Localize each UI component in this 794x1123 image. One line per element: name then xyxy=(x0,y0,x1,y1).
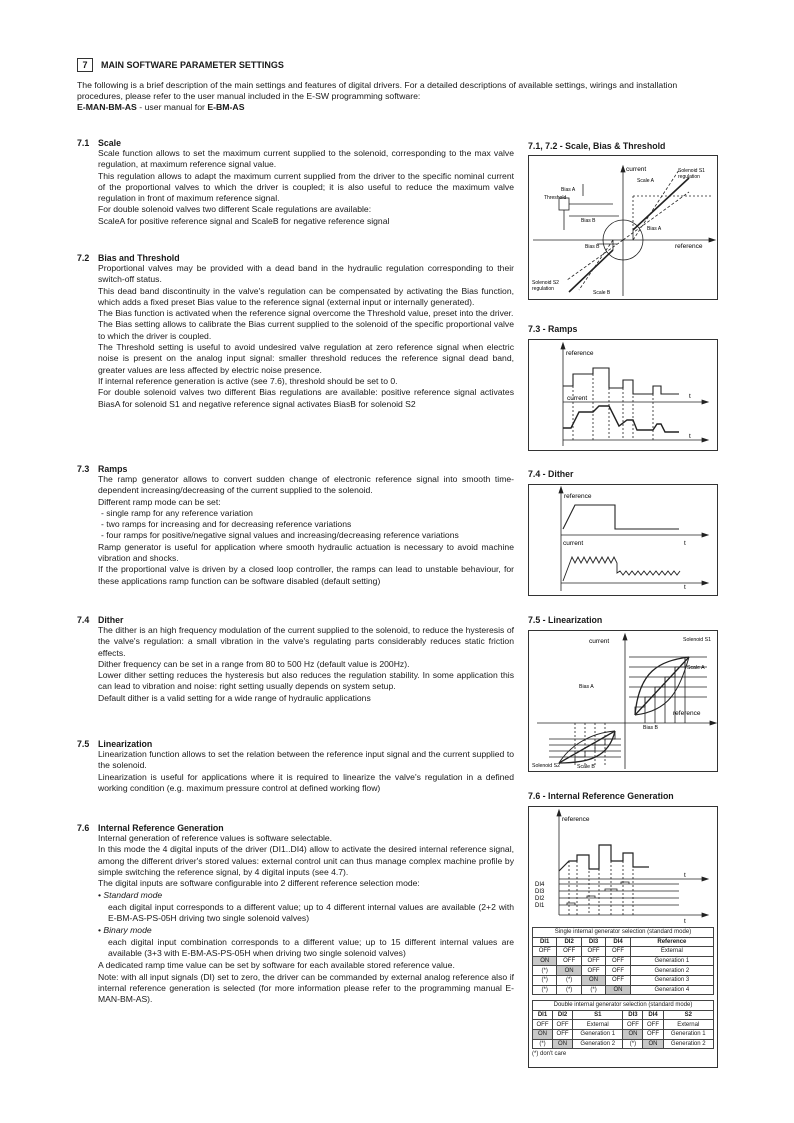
table-single xyxy=(532,927,714,995)
fig2-t2: t xyxy=(689,433,691,440)
fig-linearization-svg xyxy=(529,631,717,771)
fig3-current: current xyxy=(563,540,584,547)
fig3-reference: reference xyxy=(564,493,592,500)
table-row xyxy=(533,1020,714,1030)
dither-wave xyxy=(563,557,680,581)
table-cell: Generation 2 xyxy=(630,966,713,976)
fig1-s2: Solenoid S2 xyxy=(532,280,559,286)
manual-product: E-BM-AS xyxy=(207,102,245,113)
table-cell: OFF xyxy=(606,975,630,985)
fig1-reg2: regulation xyxy=(532,286,554,292)
fig-scale-bias xyxy=(528,155,718,300)
section-number-box xyxy=(77,58,93,72)
section-7-5-title: Linearization xyxy=(98,739,153,749)
section-7-1-title: Scale xyxy=(98,138,121,148)
table-single-caption: Single internal generator selection (standard mode) xyxy=(533,928,714,938)
table-cell: (*) xyxy=(557,975,581,985)
fig4-reference: reference xyxy=(673,710,701,717)
table-cell: Generation 2 xyxy=(573,1039,623,1049)
s76-line: The digital inputs are software configurable into 2 different reference selection mode: xyxy=(98,878,420,889)
s73-line: Ramp generator is useful for application where smooth hydraulic actuation is necessary to avoid machine vibration and shocks. xyxy=(98,541,514,564)
s71-line: This regulation allows to adapt the maximum current supplied from the driver to the specific nominal current of the proportional valves to which the driver is coupled; it is also useful to reduce the maximum valve regulation in front of maximum reference signal. xyxy=(98,170,514,204)
section-7-4 xyxy=(98,615,514,704)
table-note: (*) don't care xyxy=(532,1051,567,1058)
table-cell: (*) xyxy=(581,985,605,995)
section-7-6 xyxy=(98,823,514,1005)
fig1-current: current xyxy=(626,166,647,173)
fig-irg xyxy=(528,806,718,1068)
table-cell: (*) xyxy=(533,966,557,976)
table-cell: OFF xyxy=(643,1029,663,1039)
s72-line: This dead band discontinuity in the valve's regulation can be compensated by activating the Bias function, which adds a fixed preset Bias value to the reference signal (external input or internally generated). xyxy=(98,285,514,307)
section-7-6-num: 7.6 xyxy=(77,823,90,833)
table-cell: OFF xyxy=(606,947,630,957)
table-row xyxy=(533,975,714,985)
s73-line: Different ramp mode can be set: xyxy=(98,496,221,507)
section-7-3-title: Ramps xyxy=(98,464,128,474)
table-cell: OFF xyxy=(557,947,581,957)
s71-line: Scale function allows to set the maximum current supplied to the solenoid, corresponding to the max valve regulation, at maximum reference signal value. xyxy=(98,148,514,170)
fig1-bias-a-label-2: Bias A xyxy=(647,226,662,232)
s75-line: Linearization function allows to set the relation between the reference input signal and the current supplied to the solenoid. xyxy=(98,749,514,771)
fig5-reference: reference xyxy=(562,816,590,823)
mode-standard-title: • Standard mode xyxy=(98,890,163,901)
table-header-cell: S2 xyxy=(663,1010,713,1020)
table-cell: Generation 1 xyxy=(630,956,713,966)
table-cell: OFF xyxy=(606,956,630,966)
s73-line: - two ramps for increasing and for decreasing reference variations xyxy=(101,519,352,530)
fig1-bias-a-label: Bias A xyxy=(561,187,576,193)
fig4-bias-b: Bias B xyxy=(643,725,658,731)
table-row xyxy=(533,985,714,995)
table-cell: ON xyxy=(581,975,605,985)
page-title: MAIN SOFTWARE PARAMETER SETTINGS xyxy=(101,60,284,70)
s72-line: For double solenoid valves two different Bias regulations are available: positive reference signal activates BiasA for solenoid S1 and negative reference signal activates BiasB for solenoid S2 xyxy=(98,387,514,409)
s72-line: The Threshold setting is useful to avoid undesired valve regulation at zero reference signal when electric noise is present on the analog input signal: smaller threshold reduces the reference signal dead band, greater values are less affected by electric noise presence. xyxy=(98,342,514,375)
fig-scale-bias-svg xyxy=(529,156,717,299)
manual-mid: - user manual for xyxy=(136,102,208,113)
table-cell: (*) xyxy=(557,985,581,995)
table-cell: OFF xyxy=(553,1029,573,1039)
s72-line: If internal reference generation is active (see 7.6), threshold should be set to 0. xyxy=(98,375,398,386)
table-cell: Generation 2 xyxy=(663,1039,713,1049)
table-header xyxy=(533,937,714,947)
intro-text: The following is a brief description of the main settings and features of digital drivers. For a detailed descriptions of available settings, wirings and installation procedures, please refer to the user manual included in the E-SW programming software: xyxy=(77,80,678,102)
mode-binary-title: • Binary mode xyxy=(98,925,152,936)
fig2-t1: t xyxy=(689,393,691,400)
table-cell: (*) xyxy=(533,985,557,995)
section-7-1-num: 7.1 xyxy=(77,138,90,148)
s73-line: - four ramps for positive/negative signal values and increasing/decreasing reference variations xyxy=(101,530,459,541)
mode-standard-text: each digital input corresponds to a different value; up to 4 different internal values are available (2+2 with E-BM-AS-PS-05H driving two single solenoid valves) xyxy=(108,901,514,924)
table-single-wrap xyxy=(532,927,714,1057)
s72-line: The Bias function is activated when the reference signal overcome the Threshold value, preset into the driver. xyxy=(98,308,514,319)
section-7-4-title: Dither xyxy=(98,615,124,625)
fig-dither xyxy=(528,484,718,596)
section-7-3 xyxy=(98,464,514,587)
table-cell: (*) xyxy=(533,975,557,985)
s76-line: Internal generation of reference values is software selectable. xyxy=(98,833,333,843)
s73-line: - single ramp for any reference variation xyxy=(101,507,253,518)
table-cell: OFF xyxy=(581,947,605,957)
table-cell: OFF xyxy=(533,947,557,957)
section-7-2-title: Bias and Threshold xyxy=(98,253,180,263)
fig1-threshold: Threshold xyxy=(544,195,567,201)
section-7-5 xyxy=(98,739,514,794)
table-cell: OFF xyxy=(533,1020,553,1030)
mode-list xyxy=(98,890,514,959)
table-cell: External xyxy=(573,1020,623,1030)
s71-line: ScaleA for positive reference signal and ScaleB for negative reference signal xyxy=(98,215,390,226)
table-cell: ON xyxy=(553,1039,573,1049)
section-7-3-num: 7.3 xyxy=(77,464,90,474)
table-cell: (*) xyxy=(623,1039,643,1049)
s75-line: Linearization is useful for applications where it is required to linearize the valve's regulation in a defined working condition (e.g. maximum pressure control at defined working flow) xyxy=(98,771,514,793)
fig-linearization-title: 7.5 - Linearization xyxy=(528,615,603,625)
fig5-t2: t xyxy=(684,918,686,925)
s73-line: If the proportional valve is driven by a closed loop controller, the ramps can lead to unstable behaviour, for these applications ramp function can be software disabled (default setting) xyxy=(98,564,514,586)
table-row xyxy=(533,1039,714,1049)
table-header-cell: DI3 xyxy=(581,937,605,947)
fig5-di3: DI3 xyxy=(535,889,545,895)
table-header-cell: S1 xyxy=(573,1010,623,1020)
table-cell: ON xyxy=(606,985,630,995)
table-header-cell: DI4 xyxy=(606,937,630,947)
section-number: 7 xyxy=(82,60,88,70)
s76-line: Note: with all input signals (DI) set to zero, the driver can be commanded by external analog reference also if internal reference generation is selected (for more information please refer to the programming manual E-MAN-BM-AS). xyxy=(98,971,514,1005)
section-7-1 xyxy=(98,138,514,227)
s76-line: A dedicated ramp time value can be set by software for each available stored reference value. xyxy=(98,960,455,971)
table-header-cell: Reference xyxy=(630,937,713,947)
fig2-reference: reference xyxy=(566,350,594,357)
fig1-reg1: regulation xyxy=(678,174,700,180)
fig4-scale-a: Scale A xyxy=(687,665,705,671)
table-cell: ON xyxy=(643,1039,663,1049)
s74-line: Lower dither setting reduces the hysteresis but also reduces the regulation stability. In some application this can lead to vibration and noise: right setting usually depends on system setup. xyxy=(98,670,514,692)
fig-linearization xyxy=(528,630,718,772)
mode-binary-label: Binary mode xyxy=(103,925,152,936)
s71-line: For double solenoid valves two different Scale regulations are available: xyxy=(98,204,372,215)
fig-dither-title: 7.4 - Dither xyxy=(528,469,574,479)
intro-manual xyxy=(77,102,719,113)
fig-dither-svg xyxy=(529,485,717,595)
fig3-t2: t xyxy=(684,584,686,591)
fig4-current: current xyxy=(589,638,610,645)
fig4-scale-b: Scale B xyxy=(577,764,595,770)
mode-standard-label: Standard mode xyxy=(103,890,163,901)
table-cell: ON xyxy=(557,966,581,976)
table-row xyxy=(533,956,714,966)
table-cell: OFF xyxy=(581,956,605,966)
section-7-6-title: Internal Reference Generation xyxy=(98,823,224,833)
manual-code: E-MAN-BM-AS xyxy=(77,102,137,113)
fig4-bias-a: Bias A xyxy=(579,684,594,690)
table-cell: ON xyxy=(533,956,557,966)
table-header-cell: DI1 xyxy=(533,937,557,947)
table-double-caption: Double internal generator selection (standard mode) xyxy=(533,1001,714,1011)
table-header-cell: DI1 xyxy=(533,1010,553,1020)
s74-line: The dither is an high frequency modulation of the current supplied to the solenoid, to reduce the hysteresis of the valve's regulation: a small vibration in the valve's regulating parts considerably reduces static friction effects. xyxy=(98,625,514,658)
table-header-cell: DI4 xyxy=(643,1010,663,1020)
table-cell: External xyxy=(630,947,713,957)
table-row xyxy=(533,947,714,957)
fig2-current: current xyxy=(567,395,588,402)
fig-ramps-svg xyxy=(529,340,717,450)
fig1-s1: Solenoid S1 xyxy=(678,168,705,174)
fig5-t1: t xyxy=(684,872,686,879)
fig-ramps xyxy=(528,339,718,451)
fig1-scale-a: Scale A xyxy=(637,178,654,184)
table-cell: Generation 1 xyxy=(663,1029,713,1039)
table-cell: OFF xyxy=(581,966,605,976)
table-double xyxy=(532,1000,714,1049)
fig5-di1: DI1 xyxy=(535,903,545,909)
s74-line: Default dither is a valid setting for a wide range of hydraulic applications xyxy=(98,692,371,703)
s72-line: The Bias setting allows to calibrate the Bias current supplied to the solenoid of the specific proportional valve to which the driver is coupled. xyxy=(98,319,514,341)
table-cell: OFF xyxy=(557,956,581,966)
table-cell: Generation 4 xyxy=(630,985,713,995)
fig5-di4: DI4 xyxy=(535,882,545,888)
fig4-s2: Solenoid S2 xyxy=(532,763,560,769)
table-header-cell: DI3 xyxy=(623,1010,643,1020)
table-row xyxy=(533,1029,714,1039)
table-cell: OFF xyxy=(606,966,630,976)
table-cell: ON xyxy=(623,1029,643,1039)
table-cell: OFF xyxy=(553,1020,573,1030)
s72-line: Proportional valves may be provided with a dead band in the hydraulic regulation corresponding to their switch-off status. xyxy=(98,263,514,285)
fig1-bias-b-label: Bias B xyxy=(581,218,596,224)
fig5-di2: DI2 xyxy=(535,896,545,902)
section-7-2-num: 7.2 xyxy=(77,253,90,263)
table-cell: Generation 3 xyxy=(630,975,713,985)
fig1-reference: reference xyxy=(675,243,703,250)
fig1-scale-b: Scale B xyxy=(593,290,611,296)
table-cell: External xyxy=(663,1020,713,1030)
s74-line: Dither frequency can be set in a range from 80 to 500 Hz (default value is 200Hz). xyxy=(98,658,410,669)
fig-scale-bias-title: 7.1, 7.2 - Scale, Bias & Threshold xyxy=(528,141,666,151)
fig3-t1: t xyxy=(684,540,686,547)
section-7-5-num: 7.5 xyxy=(77,739,90,749)
table-header xyxy=(533,1010,714,1020)
table-header-cell: DI2 xyxy=(553,1010,573,1020)
table-cell: (*) xyxy=(533,1039,553,1049)
section-7-2 xyxy=(98,253,514,410)
table-cell: ON xyxy=(533,1029,553,1039)
mode-binary-text: each digital input combination corresponds to a different value; up to 15 different internal values are available (3+3 with E-BM-AS-PS-05H when driving two single solenoid valves) xyxy=(108,936,514,958)
fig-irg-title: 7.6 - Internal Reference Generation xyxy=(528,791,674,801)
fig-irg-svg xyxy=(529,807,717,925)
table-cell: Generation 1 xyxy=(573,1029,623,1039)
s73-line: The ramp generator allows to convert sudden change of electronic reference signal into smooth time-dependent increasing/decreasing of the current supplied to the solenoid. xyxy=(98,474,514,496)
intro xyxy=(77,80,719,114)
s76-line: In this mode the 4 digital inputs of the driver (DI1..DI4) allow to activate the desired internal reference signal, among the different driver's stored values: external control unit can thus manage complex machine profile by simple switching the reference signal, by 4 digital inputs (see 4.7). xyxy=(98,844,514,877)
fig4-s1: Solenoid S1 xyxy=(683,637,711,643)
fig1-bias-b-label-2: Bias B xyxy=(585,244,600,250)
section-7-4-num: 7.4 xyxy=(77,615,90,625)
table-header-cell: DI2 xyxy=(557,937,581,947)
table-cell: OFF xyxy=(643,1020,663,1030)
table-row xyxy=(533,966,714,976)
table-cell: OFF xyxy=(623,1020,643,1030)
fig-ramps-title: 7.3 - Ramps xyxy=(528,324,578,334)
